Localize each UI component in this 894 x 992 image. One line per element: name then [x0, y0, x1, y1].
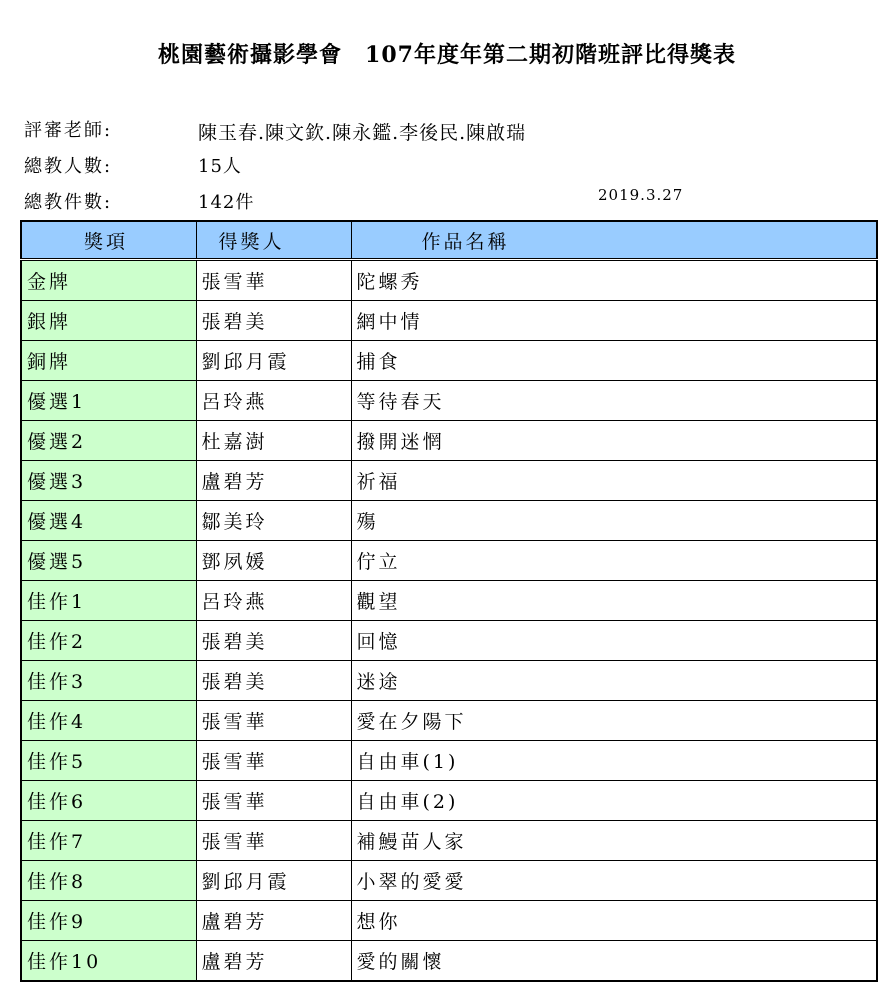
- awards-table: [20, 220, 878, 982]
- winner-cell: 盧碧芳: [196, 901, 351, 941]
- table-row: [21, 781, 877, 821]
- table-row: [21, 701, 877, 741]
- work-cell: 自由車(1): [351, 741, 877, 781]
- award-cell: 佳作8: [21, 861, 196, 901]
- work-cell: 補鰻苗人家: [351, 821, 877, 861]
- table-row: [21, 501, 877, 541]
- award-cell: 優選3: [21, 461, 196, 501]
- works-label: 總教件數:: [24, 192, 113, 213]
- award-cell: 優選4: [21, 501, 196, 541]
- work-cell: 觀望: [351, 581, 877, 621]
- award-cell: 優選5: [21, 541, 196, 581]
- award-cell: 佳作4: [21, 701, 196, 741]
- table-row: [21, 741, 877, 781]
- work-cell: 愛在夕陽下: [351, 701, 877, 741]
- winner-cell: 張雪華: [196, 781, 351, 821]
- work-cell: 想你: [351, 901, 877, 941]
- award-cell: 佳作3: [21, 661, 196, 701]
- winner-cell: 張雪華: [196, 260, 351, 301]
- table-row: [21, 341, 877, 381]
- award-cell: 優選1: [21, 381, 196, 421]
- award-cell: 佳作9: [21, 901, 196, 941]
- award-cell: 優選2: [21, 421, 196, 461]
- header-winner: 得獎人: [196, 221, 351, 260]
- work-cell: 祈福: [351, 461, 877, 501]
- winner-cell: 杜嘉澍: [196, 421, 351, 461]
- table-row: [21, 581, 877, 621]
- page-title: 桃園藝術攝影學會 107年度年第二期初階班評比得獎表: [158, 42, 736, 68]
- winner-cell: 張雪華: [196, 741, 351, 781]
- work-cell: 自由車(2): [351, 781, 877, 821]
- header-award: 獎項: [21, 221, 196, 260]
- award-cell: 佳作10: [21, 941, 196, 982]
- winner-cell: 鄒美玲: [196, 501, 351, 541]
- table-row: [21, 381, 877, 421]
- work-cell: 網中情: [351, 301, 877, 341]
- date-stamp: 2019.3.27: [598, 186, 684, 204]
- winner-cell: 呂玲燕: [196, 381, 351, 421]
- winner-cell: 張雪華: [196, 701, 351, 741]
- participants-label: 總教人數:: [24, 156, 113, 177]
- award-cell: 佳作5: [21, 741, 196, 781]
- work-cell: 殤: [351, 501, 877, 541]
- table-row: [21, 260, 877, 301]
- award-cell: 佳作2: [21, 621, 196, 661]
- header-work: 作品名稱: [351, 221, 877, 260]
- winner-cell: 劉邱月霞: [196, 341, 351, 381]
- table-row: [21, 901, 877, 941]
- winner-cell: 鄧夙媛: [196, 541, 351, 581]
- winner-cell: 張碧美: [196, 661, 351, 701]
- winner-cell: 張碧美: [196, 301, 351, 341]
- award-cell: 銅牌: [21, 341, 196, 381]
- winner-cell: 呂玲燕: [196, 581, 351, 621]
- table-row: [21, 541, 877, 581]
- table-row: [21, 461, 877, 501]
- work-cell: 撥開迷惘: [351, 421, 877, 461]
- award-cell: 銀牌: [21, 301, 196, 341]
- table-row: [21, 621, 877, 661]
- table-row: [21, 941, 877, 982]
- works-value: 142件: [198, 192, 255, 213]
- work-cell: 佇立: [351, 541, 877, 581]
- winner-cell: 張碧美: [196, 621, 351, 661]
- award-cell: 金牌: [21, 260, 196, 301]
- judges-label: 評審老師:: [24, 120, 113, 141]
- award-cell: 佳作1: [21, 581, 196, 621]
- work-cell: 愛的關懷: [351, 941, 877, 982]
- table-row: [21, 821, 877, 861]
- award-cell: 佳作7: [21, 821, 196, 861]
- table-row: [21, 301, 877, 341]
- award-cell: 佳作6: [21, 781, 196, 821]
- work-cell: 捕食: [351, 341, 877, 381]
- winner-cell: 劉邱月霞: [196, 861, 351, 901]
- judges-value: 陳玉春.陳文欽.陳永鑑.李後民.陳啟瑞: [198, 122, 527, 144]
- winner-cell: 盧碧芳: [196, 941, 351, 982]
- work-cell: 陀螺秀: [351, 260, 877, 301]
- winner-cell: 盧碧芳: [196, 461, 351, 501]
- table-header-row: [21, 221, 877, 260]
- work-cell: 回憶: [351, 621, 877, 661]
- table-row: [21, 421, 877, 461]
- work-cell: 等待春天: [351, 381, 877, 421]
- winner-cell: 張雪華: [196, 821, 351, 861]
- table-row: [21, 661, 877, 701]
- participants-value: 15人: [198, 156, 242, 177]
- table-row: [21, 861, 877, 901]
- work-cell: 小翠的愛愛: [351, 861, 877, 901]
- work-cell: 迷途: [351, 661, 877, 701]
